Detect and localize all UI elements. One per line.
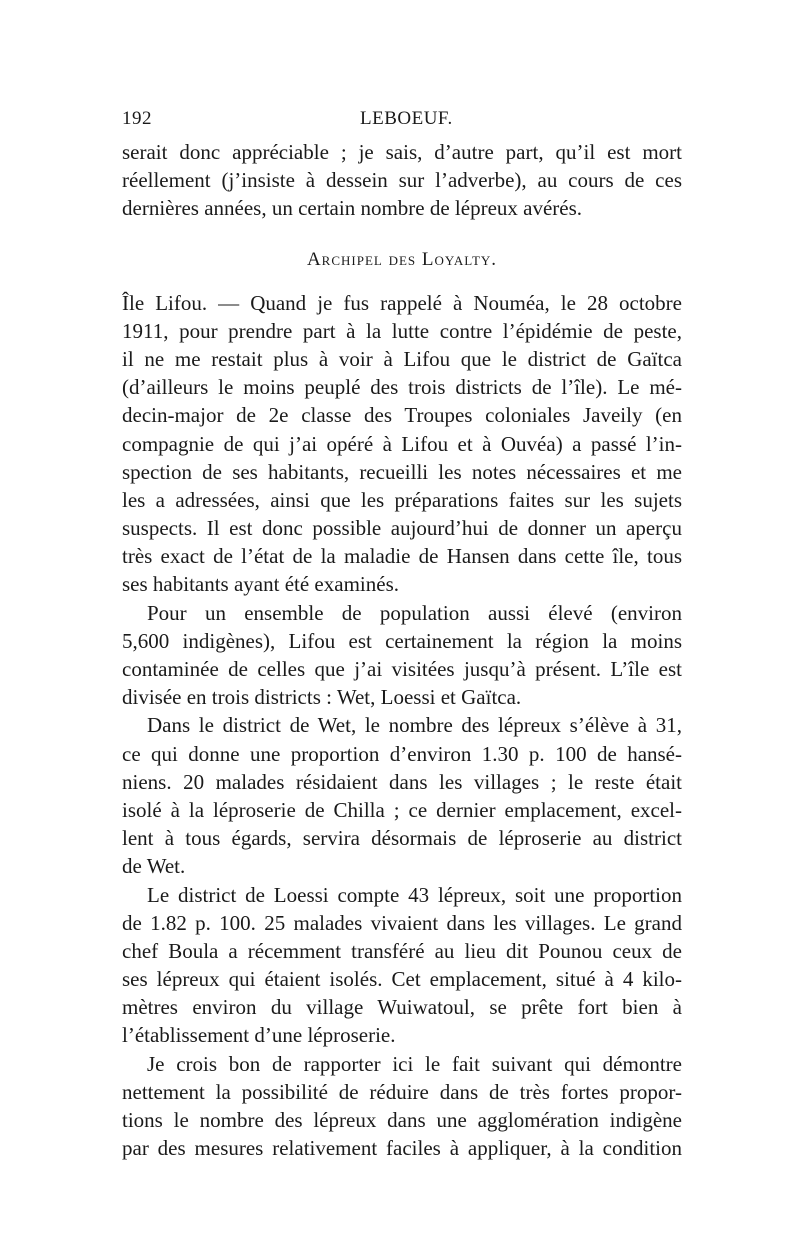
text-line: Île Lifou. — Quand je fus rappelé à Nouméa, le 28 octobre bbox=[122, 290, 682, 315]
text-line: l’établissement d’une léproserie. bbox=[122, 1023, 396, 1048]
text-line: très exact de l’état de la maladie de Hansen dans cette île, tous bbox=[122, 544, 682, 569]
text-line: niens. 20 malades résidaient dans les villages ; le reste était bbox=[122, 769, 682, 794]
text-line: Dans le district de Wet, le nombre des lépreux s’élève à 31, bbox=[147, 713, 682, 738]
running-head bbox=[122, 108, 682, 138]
text-line: 5,600 indigènes), Lifou est certainement la région la moins bbox=[122, 628, 682, 653]
text-line: divisée en trois districts : Wet, Loessi et Gaïtca. bbox=[122, 685, 522, 710]
text-line: dernières années, un certain nombre de lépreux avérés. bbox=[122, 196, 583, 221]
text-line: de 1.82 p. 100. 25 malades vivaient dans les villages. Le grand bbox=[122, 910, 682, 935]
text-line: Pour un ensemble de population aussi élevé (environ bbox=[147, 600, 682, 625]
book-page bbox=[122, 108, 682, 1162]
text-line: les a adressées, ainsi que les préparations faites sur les sujets bbox=[122, 487, 682, 512]
text-line: lent à tous égards, servira désormais de léproserie au district bbox=[122, 826, 682, 851]
paragraph-wet bbox=[122, 711, 682, 880]
text-line: chef Boula a récemment transféré au lieu dit Pounou ceux de bbox=[122, 938, 682, 963]
text-line: isolé à la léproserie de Chilla ; ce dernier emplacement, excel- bbox=[122, 797, 682, 822]
text-line: Le district de Loessi compte 43 lépreux, soit une proportion bbox=[147, 882, 682, 907]
text-line: il ne me restait plus à voir à Lifou que le district de Gaïtca bbox=[122, 346, 682, 371]
text-line: de Wet. bbox=[122, 854, 186, 879]
intro-paragraph bbox=[122, 138, 682, 223]
text-line: nettement la possibilité de réduire dans de très fortes propor- bbox=[122, 1079, 682, 1104]
text-line: ses habitants ayant été examinés. bbox=[122, 572, 399, 597]
paragraph-population bbox=[122, 599, 682, 712]
paragraph-fait-suivant bbox=[122, 1050, 682, 1163]
text-line: suspects. Il est donc possible aujourd’hui de donner un aperçu bbox=[122, 516, 682, 541]
paragraph-lifou bbox=[122, 289, 682, 599]
paragraph-loessi bbox=[122, 881, 682, 1050]
text-line: compagnie de qui j’ai opéré à Lifou et à Ouvéa) a passé l’in- bbox=[122, 431, 682, 456]
text-line: par des mesures relativement faciles à appliquer, à la condition bbox=[122, 1136, 682, 1161]
text-line: spection de ses habitants, recueilli les notes nécessaires et me bbox=[122, 459, 682, 484]
text-line: réellement (j’insiste à dessein sur l’adverbe), au cours de ces bbox=[122, 168, 682, 193]
text-line: contaminée de celles que j’ai visitées jusqu’à présent. L’île est bbox=[122, 657, 682, 681]
text-line: mètres environ du village Wuiwatoul, se prête fort bien à bbox=[122, 995, 682, 1020]
text-line: serait donc appréciable ; je sais, d’autre part, qu’il est mort bbox=[122, 140, 682, 164]
text-line: ses lépreux qui étaient isolés. Cet emplacement, situé à 4 kilo- bbox=[122, 967, 682, 992]
text-line: (d’ailleurs le moins peuplé des trois districts de l’île). Le mé- bbox=[122, 375, 682, 400]
running-title: LEBOEUF. bbox=[360, 108, 453, 129]
text-line: decin-major de 2e classe des Troupes coloniales Javeily (en bbox=[122, 403, 682, 428]
text-line: Je crois bon de rapporter ici le fait suivant qui démontre bbox=[147, 1051, 682, 1076]
page-number: 192 bbox=[122, 108, 152, 129]
text-line: tions le nombre des lépreux dans une agglomération indigène bbox=[122, 1108, 682, 1132]
text-line: 1911, pour prendre part à la lutte contre l’épidémie de peste, bbox=[122, 318, 682, 343]
text-line: ce qui donne une proportion d’environ 1.30 p. 100 de hansé- bbox=[122, 741, 682, 766]
section-heading: Archipel des Loyalty. bbox=[306, 248, 498, 270]
